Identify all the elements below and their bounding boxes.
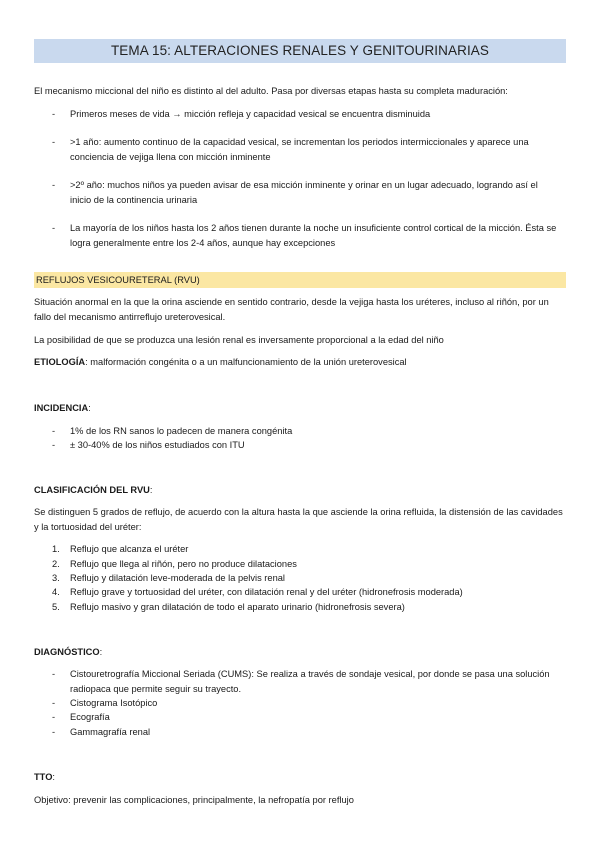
- list-bullet: -: [52, 712, 56, 722]
- list-bullet: -: [52, 137, 56, 147]
- classification-heading: [34, 483, 152, 498]
- rvu-heading: REFLUJOS VESICOURETERAL (RVU): [34, 272, 566, 288]
- grade-item: Reflujo masivo y gran dilatación de todo el aparato urinario (hidronefrosis severa): [70, 602, 405, 612]
- incidence-item: ± 30-40% de los niños estudiados con ITU: [70, 440, 245, 450]
- etiology-paragraph: [34, 355, 566, 370]
- diagnosis-item: Cistouretrografía Miccional Seriada (CUMS): Se realiza a través de sondaje vesical, por donde se pasa una solución radiopaca que permite seguir su trayecto.: [70, 669, 550, 694]
- incidence-label: INCIDENCIA: [34, 403, 89, 413]
- list-bullet: -: [52, 698, 56, 708]
- list-bullet: -: [52, 180, 56, 190]
- heading-colon: :: [52, 772, 56, 782]
- list-bullet: -: [52, 727, 56, 737]
- classification-label: CLASIFICACIÓN DEL RVU: [34, 485, 150, 495]
- heading-colon: :: [149, 485, 153, 495]
- classification-intro: Se distinguen 5 grados de reflujo, de acuerdo con la altura hasta la que asciende la orina refluida, la distensión de las cavidades y la tortuosidad del uréter:: [34, 507, 563, 532]
- heading-colon: :: [99, 647, 103, 657]
- list-bullet: -: [52, 109, 56, 119]
- tto-heading: [34, 770, 55, 785]
- diagnosis-item: Ecografía: [70, 712, 110, 722]
- etiology-label: ETIOLOGÍA: [34, 357, 86, 367]
- rvu-definition: Situación anormal en la que la orina asciende en sentido contrario, desde la vejiga hasta los uréteres, incluso al riñón, por un fallo del mecanismo antirreflujo ureterovesical.: [34, 297, 549, 322]
- grade-number: 3.: [52, 573, 60, 583]
- grade-number: 1.: [52, 544, 60, 554]
- grade-item: Reflujo grave y tortuosidad del uréter, con dilatación renal y del uréter (hidronefrosis moderada): [70, 587, 463, 597]
- page-title: TEMA 15: ALTERACIONES RENALES Y GENITOURINARIAS: [34, 39, 566, 63]
- grade-item: Reflujo y dilatación leve-moderada de la pelvis renal: [70, 573, 285, 583]
- list-bullet: -: [52, 223, 56, 233]
- grade-number: 5.: [52, 602, 60, 612]
- intro-paragraph: El mecanismo miccional del niño es distinto al del adulto. Pasa por diversas etapas hasta su completa maduración:: [34, 86, 508, 96]
- diagnosis-heading: [34, 645, 102, 660]
- diagnosis-item: Cistograma Isotópico: [70, 698, 158, 708]
- diagnosis-item: Gammagrafía renal: [70, 727, 151, 737]
- grade-item: Reflujo que llega al riñón, pero no produce dilataciones: [70, 559, 297, 569]
- stage-item: La mayoría de los niños hasta los 2 años tienen durante la noche un insuficiente control cortical de la micción. Ésta se logra generalmente entre los 2-4 años, aunque hay excepciones: [70, 223, 557, 248]
- list-bullet: -: [52, 440, 56, 450]
- stage-item: >2º año: muchos niños ya pueden avisar de esa micción inminente y orinar en un lugar adecuado, logrando así el inicio de la continencia urinaria: [70, 180, 538, 205]
- incidence-item: 1% de los RN sanos lo padecen de manera congénita: [70, 426, 293, 436]
- list-bullet: -: [52, 669, 56, 679]
- etiology-text: : malformación congénita o a un malfuncionamiento de la unión ureterovesical: [85, 357, 407, 367]
- rvu-note: La posibilidad de que se produzca una lesión renal es inversamente proporcional a la edad del niño: [34, 335, 444, 345]
- grade-item: Reflujo que alcanza el uréter: [70, 544, 189, 554]
- tto-label: TTO: [34, 772, 53, 782]
- incidence-heading: [34, 401, 91, 416]
- diagnosis-label: DIAGNÓSTICO: [34, 647, 100, 657]
- grade-number: 2.: [52, 559, 60, 569]
- stage-item: >1 año: aumento continuo de la capacidad vesical, se incrementan los periodos intermiccionales y aparece una conciencia de vejiga llena con micción inminente: [70, 137, 529, 162]
- heading-colon: :: [88, 403, 91, 413]
- list-bullet: -: [52, 426, 56, 436]
- stage-item: Primeros meses de vida → micción refleja y capacidad vesical se encuentra disminuida: [70, 109, 431, 119]
- grade-number: 4.: [52, 587, 60, 597]
- objective-paragraph: Objetivo: prevenir las complicaciones, principalmente, la nefropatía por reflujo: [34, 795, 354, 805]
